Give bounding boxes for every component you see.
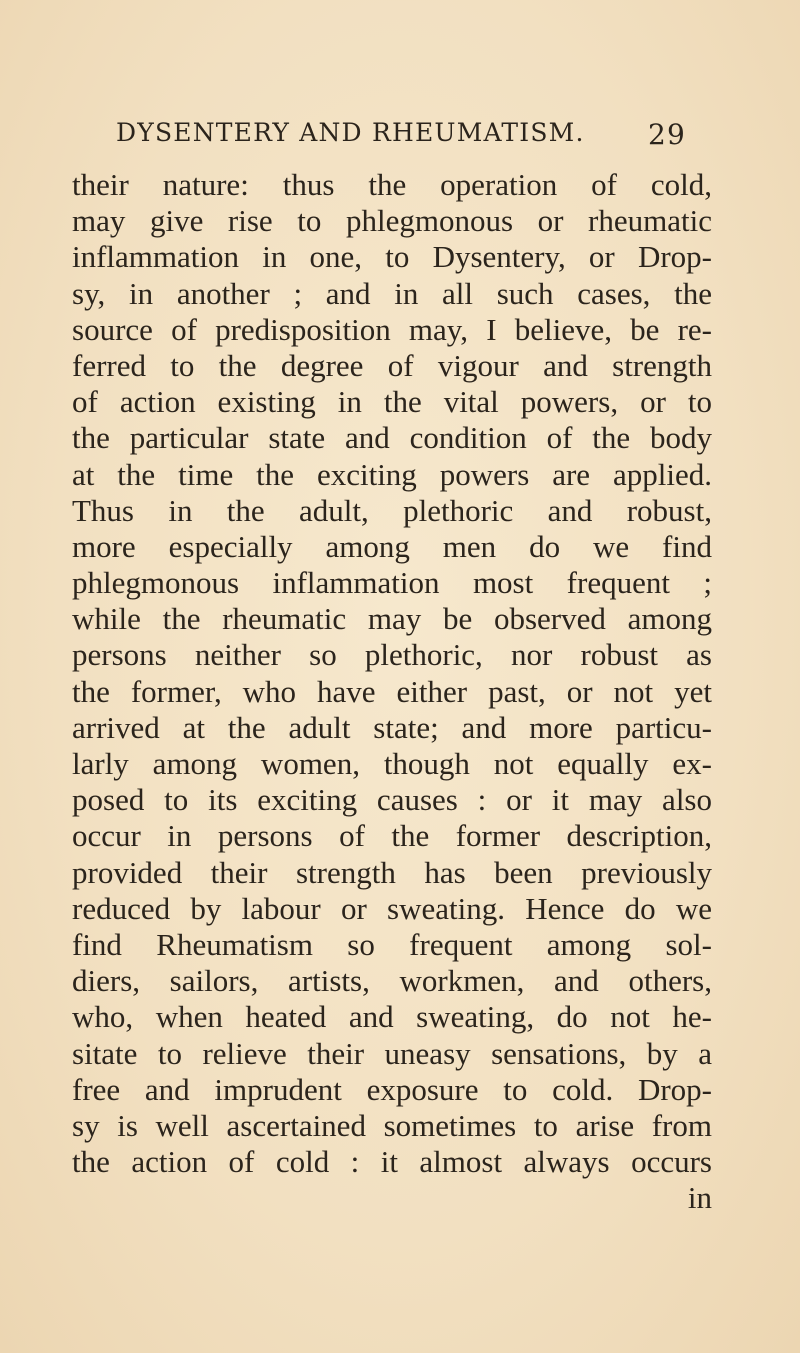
text-line: occur in persons of the former description, xyxy=(72,818,712,854)
text-line: arrived at the adult state; and more particu- xyxy=(72,709,712,745)
page-number: 29 xyxy=(647,118,686,151)
text-line: free and imprudent exposure to cold. Drop- xyxy=(72,1071,712,1107)
text-line: ferred to the degree of vigour and strength xyxy=(72,347,712,383)
text-line: may give rise to phlegmonous or rheumatic xyxy=(72,203,712,239)
text-line: diers, sailors, artists, workmen, and others, xyxy=(72,963,712,999)
text-line: the particular state and condition of the body xyxy=(72,420,712,456)
text-line: phlegmonous inflammation most frequent ; xyxy=(72,565,712,601)
text-line: find Rheumatism so frequent among sol- xyxy=(72,926,712,962)
text-line: of action existing in the vital powers, or to xyxy=(72,384,712,420)
text-line: Thus in the adult, plethoric and robust, xyxy=(72,492,712,528)
text-line: persons neither so plethoric, nor robust as xyxy=(72,637,712,673)
text-line: sy, in another ; and in all such cases, the xyxy=(72,275,712,311)
text-line: who, when heated and sweating, do not he- xyxy=(72,999,712,1035)
text-line: the former, who have either past, or not yet xyxy=(72,673,712,709)
text-line: while the rheumatic may be observed among xyxy=(72,601,712,637)
text-line: the action of cold : it almost always occurs xyxy=(72,1144,712,1180)
text-line: inflammation in one, to Dysentery, or Drop- xyxy=(72,239,712,275)
text-line: more especially among men do we find xyxy=(72,528,712,564)
text-line: sitate to relieve their uneasy sensations, by a xyxy=(72,1035,712,1071)
running-title: DYSENTERY AND RHEUMATISM. xyxy=(116,118,585,147)
text-line: provided their strength has been previously xyxy=(72,854,712,890)
text-line: their nature: thus the operation of cold, xyxy=(72,167,712,202)
text-line: reduced by labour or sweating. Hence do we xyxy=(72,890,712,926)
catchword: in xyxy=(687,1180,712,1216)
text-line: larly among women, though not equally ex- xyxy=(72,746,712,781)
text-line: sy is well ascertained sometimes to arise from xyxy=(72,1107,712,1143)
text-line: posed to its exciting causes : or it may also xyxy=(72,782,712,818)
text-line: at the time the exciting powers are applied. xyxy=(72,456,712,492)
text-line: source of predisposition may, I believe, be re- xyxy=(72,311,712,347)
body-text xyxy=(72,167,712,1216)
